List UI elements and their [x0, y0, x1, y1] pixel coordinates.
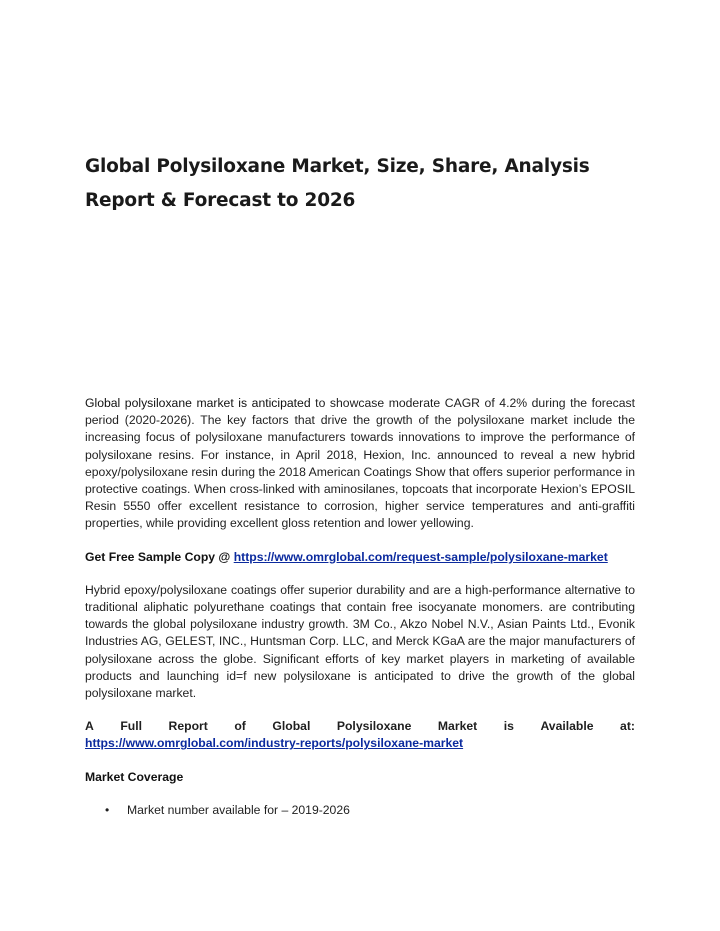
full-report-word: at:: [620, 719, 635, 734]
full-report-word: Full: [120, 719, 143, 734]
full-report-word: of: [234, 719, 246, 734]
list-item-text: Market number available for – 2019-2026: [127, 802, 350, 817]
sample-copy-label: Get Free Sample Copy @: [85, 549, 234, 564]
full-report-word: Polysiloxane: [336, 719, 412, 734]
full-report-word: Global: [272, 719, 311, 734]
sample-copy-link[interactable]: https://www.omrglobal.com/request-sample/polysiloxane-market: [233, 549, 608, 564]
page-title: Global Polysiloxane Market, Size, Share, Analysis Report & Forecast to 2026: [85, 156, 590, 211]
full-report-block: [85, 718, 635, 752]
intro-paragraph: [85, 395, 635, 533]
full-report-word: Report: [168, 719, 208, 734]
manufacturers-paragraph: Hybrid epoxy/polysiloxane coatings offer superior durability and are a high-performance alternative to traditional aliphatic polyurethane coatings that contain free isocyanate monomers. are contributing towards the global polysiloxane industry growth. 3M Co., Akzo Nobel N.V., Asian Paints Ltd., Evonik Industries AG, GELEST, INC., Huntsman Corp. LLC, and Merck KGaA are the major manufacturers of polysiloxane across the globe. Significant efforts of key market players in marketing of available products and launching id=f new polysiloxane is anticipated to drive the growth of the global polysiloxane market.: [85, 582, 635, 701]
market-coverage-heading: Market Coverage: [85, 769, 184, 784]
intro-body-text: to showcase moderate CAGR of 4.2% during the forecast period (2020-2026). The key factors that drive the growth of the polysiloxane market include the increasing focus of polysiloxane manufacturers towards innovations to improve the performance of polysiloxane resins. For instance, in April 2018, Hexion, Inc. announced to reveal a new hybrid epoxy/polysiloxane resin during the 2018 American Coatings Show that offers superior performance in protective coatings. When cross-linked with aminosilanes, topcoats that incorporate Hexion’s EPOSIL Resin 5550 offer excellent resistance to corrosion, higher service temperatures and anti-graffiti properties, while providing excellent gloss retention and lower yellowing.: [85, 396, 635, 531]
full-report-word: Market: [437, 719, 478, 734]
full-report-link[interactable]: https://www.omrglobal.com/industry-reports/polysiloxane-market: [85, 736, 464, 751]
full-report-word: A: [85, 719, 94, 734]
market-coverage-list: [85, 802, 635, 819]
full-report-word: Available: [540, 719, 594, 734]
intro-lead-text: Global polysiloxane market is anticipated: [85, 396, 311, 410]
full-report-label: [85, 718, 635, 735]
list-item: [105, 802, 635, 819]
bullet-icon: •: [105, 802, 110, 817]
sample-copy-line: [85, 549, 635, 566]
document-body: [85, 395, 635, 819]
full-report-word: is: [503, 719, 514, 734]
